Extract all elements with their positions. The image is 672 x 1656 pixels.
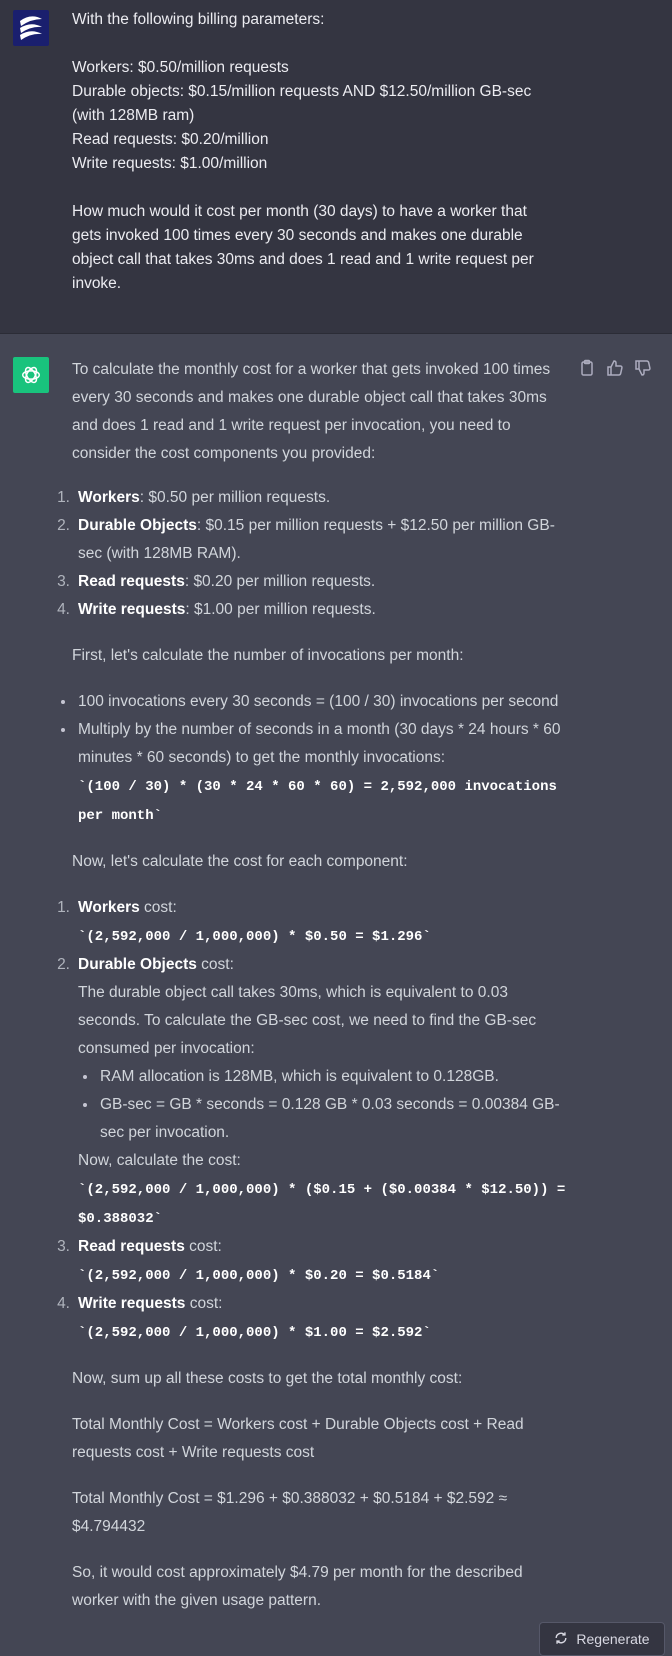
total-formula: Total Monthly Cost = Workers cost + Durable Objects cost + Read requests cost + Write requests cost [72, 1416, 524, 1461]
user-question: How much would it cost per month (30 days) to have a worker that gets invoked 100 times every 30 seconds and makes one durable object call that takes 30ms and does 1 read and 1 write request per invoke. [72, 203, 534, 292]
list-item: 3. Read requests: $0.20 per million requests. [57, 573, 376, 590]
sum-intro: Now, sum up all these costs to get the total monthly cost: [72, 1370, 463, 1387]
cost-intro: Now, let's calculate the cost for each component: [72, 853, 408, 870]
openai-logo-icon [13, 357, 49, 393]
cost-calculation-list [57, 894, 572, 1347]
total-value: Total Monthly Cost = $1.296 + $0.388032 + $0.5184 + $2.592 ≈ $4.794432 [72, 1490, 508, 1535]
code-snippet: `(2,592,000 / 1,000,000) * $0.50 = $1.296` [78, 929, 431, 945]
refresh-icon [554, 1631, 568, 1648]
thumbs-down-icon[interactable] [634, 359, 652, 377]
user-logo-icon [13, 10, 49, 46]
clipboard-icon[interactable] [578, 359, 596, 377]
conclusion: So, it would cost approximately $4.79 per month for the described worker with the given usage pattern. [72, 1564, 523, 1609]
list-item: 4. Write requests: $1.00 per million requests. [57, 601, 376, 618]
code-snippet: `(2,592,000 / 1,000,000) * ($0.15 + ($0.00384 * $12.50)) = $0.388032` [78, 1182, 566, 1227]
list-item: 100 invocations every 30 seconds = (100 / 30) invocations per second [72, 688, 572, 716]
user-message [0, 0, 672, 334]
user-param: Workers: $0.50/million requests [72, 59, 289, 76]
message-actions [578, 359, 652, 377]
list-item: 1. Workers cost: `(2,592,000 / 1,000,000) * $0.50 = $1.296` [57, 899, 431, 945]
list-item: 4. Write requests cost: `(2,592,000 / 1,000,000) * $1.00 = $2.592` [57, 1295, 431, 1341]
user-param: Read requests: $0.20/million [72, 131, 269, 148]
assistant-intro: To calculate the monthly cost for a worker that gets invoked 100 times every 30 seconds and makes one durable object call that takes 30ms and does 1 read and 1 write request per invocation, you need to consider the cost components you provided: [72, 361, 551, 462]
user-param: Write requests: $1.00/million [72, 155, 268, 172]
code-snippet: `(2,592,000 / 1,000,000) * $1.00 = $2.592` [78, 1325, 431, 1341]
invocations-list [72, 688, 572, 830]
list-item: Multiply by the number of seconds in a month (30 days * 24 hours * 60 minutes * 60 seconds) to get the monthly invocations: `(100 / 30) * (30 * 24 * 60 * 60) = 2,592,000 invocations per month` [72, 716, 572, 830]
list-item: RAM allocation is 128MB, which is equivalent to 0.128GB. [94, 1063, 572, 1091]
code-snippet: `(100 / 30) * (30 * 24 * 60 * 60) = 2,592,000 invocations per month` [78, 779, 557, 824]
regenerate-button[interactable] [539, 1622, 665, 1656]
invocations-intro: First, let's calculate the number of invocations per month: [72, 647, 464, 664]
user-message-text [72, 8, 552, 296]
list-item: 3. Read requests cost: `(2,592,000 / 1,000,000) * $0.20 = $0.5184` [57, 1238, 440, 1284]
list-item: 2. Durable Objects: $0.15 per million requests + $12.50 per million GB-sec (with 128MB RAM). [57, 517, 555, 562]
assistant-message [57, 356, 572, 1615]
cost-components-list [57, 484, 572, 624]
user-intro: With the following billing parameters: [72, 11, 325, 28]
list-item: GB-sec = GB * seconds = 0.128 GB * 0.03 seconds = 0.00384 GB-sec per invocation. [94, 1091, 572, 1147]
list-item: 2. Durable Objects cost: The durable object call takes 30ms, which is equivalent to 0.03 seconds. To calculate the GB-sec cost, we need to find the GB-sec consumed per invocation: RAM allocation is 128MB, which is equivalent to 0.128GB. GB-sec = GB * seconds = 0.128 GB * 0.03 seconds = 0.00384 GB-sec per invocation. Now, calculate the cost: `(2,592,000 / 1,000,000) * ($0.15 + ($0.00384 * $12.50)) = $0.388032` [72, 951, 572, 1233]
thumbs-up-icon[interactable] [606, 359, 624, 377]
user-param: Durable objects: $0.15/million requests AND $12.50/million GB-sec (with 128MB ram) [72, 83, 532, 124]
regenerate-label: Regenerate [576, 1631, 650, 1647]
list-item: 1. Workers: $0.50 per million requests. [57, 489, 331, 506]
code-snippet: `(2,592,000 / 1,000,000) * $0.20 = $0.5184` [78, 1268, 440, 1284]
